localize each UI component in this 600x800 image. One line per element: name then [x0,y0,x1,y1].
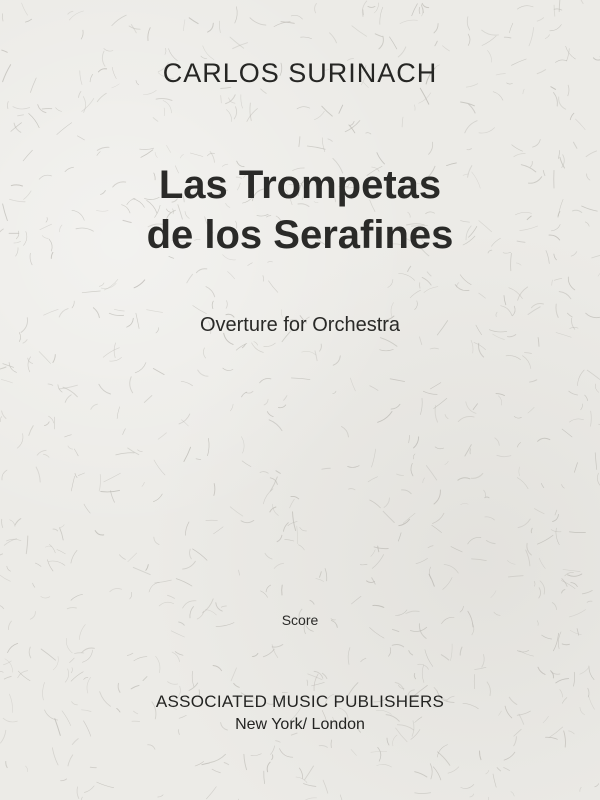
work-subtitle: Overture for Orchestra [199,314,401,336]
composer-name: CARLOS SURINACH [162,58,438,88]
publisher-location: New York/ London [235,716,365,733]
edition-label: Score [281,612,319,628]
work-title-line-1: Las Trompetas [158,163,442,207]
work-title [0,160,600,260]
work-title-line-2: de los Serafines [146,213,454,257]
publisher-name: ASSOCIATED MUSIC PUBLISHERS [155,692,445,711]
